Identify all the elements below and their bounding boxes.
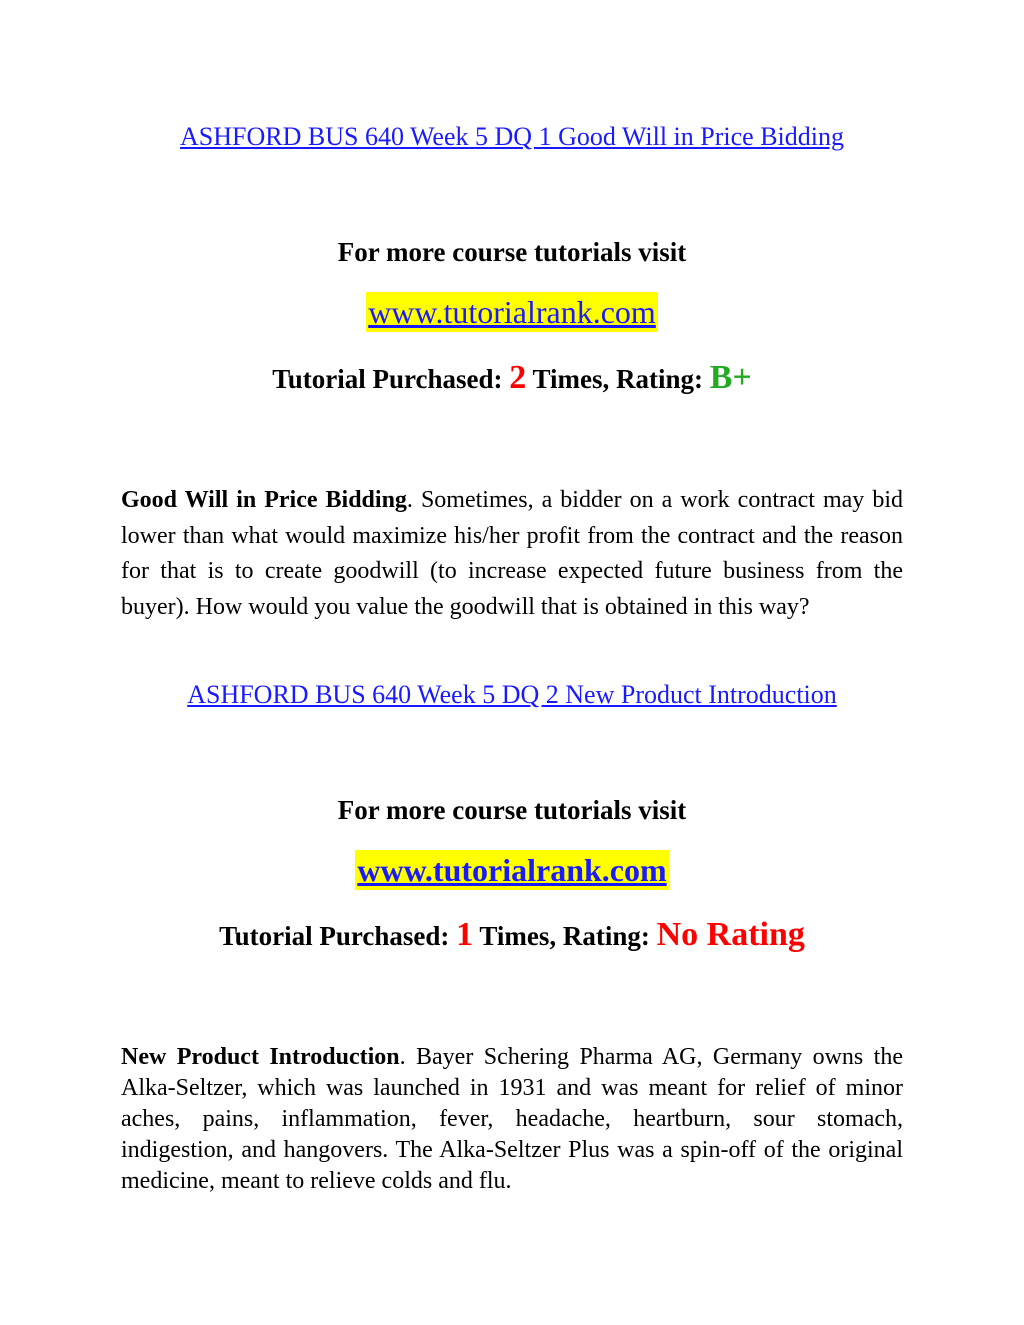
section1-body: . Sometimes, a bidder on a work contract may bid lower than what would maximize his/her profit from the contract and the reason for that is to create goodwill (to increase expected future business from the buyer). How would you value the goodwill that is obtained in this way?	[121, 487, 903, 620]
section2-paragraph	[121, 1042, 903, 1197]
section2-rating: No Rating	[656, 916, 805, 953]
section2-body: . Bayer Schering Pharma AG, Germany owns the Alka-Seltzer, which was launched in 1931 and was meant for relief of minor aches, pains, inflammation, fever, headache, heartburn, sour stomach, indigestion, and hangovers. The Alka-Seltzer Plus was a spin-off of the original medicine, meant to relieve colds and flu.	[121, 1044, 903, 1194]
section2-times-rating-label: Times, Rating:	[479, 921, 650, 951]
section1-times-rating-label: Times, Rating:	[532, 364, 703, 394]
section2-stats	[0, 917, 1024, 954]
section1-title-link[interactable]: ASHFORD BUS 640 Week 5 DQ 1 Good Will in Price Bidding	[180, 122, 844, 151]
section2-purchased-count: 1	[456, 916, 474, 953]
section1-url-link[interactable]: www.tutorialrank.com	[368, 294, 656, 330]
section1-stats	[0, 360, 1024, 397]
section1-term: Good Will in Price Bidding	[121, 487, 407, 513]
section2-term: New Product Introduction	[121, 1044, 400, 1070]
section1-title-row	[0, 122, 1024, 152]
section1-purchased-label: Tutorial Purchased:	[272, 364, 503, 394]
section1-visit-text: For more course tutorials visit	[337, 237, 687, 267]
section2-url-row	[0, 850, 1024, 890]
section2-title-link[interactable]: ASHFORD BUS 640 Week 5 DQ 2 New Product Introduction	[187, 680, 837, 709]
section1-rating: B+	[709, 359, 752, 396]
section2-title-row	[0, 680, 1024, 710]
section2-purchased-label: Tutorial Purchased:	[219, 921, 450, 951]
section1-purchased-count: 2	[509, 359, 527, 396]
section2-url-link[interactable]: www.tutorialrank.com	[357, 852, 667, 888]
section2-visit-text: For more course tutorials visit	[337, 795, 687, 825]
section1-paragraph	[121, 483, 903, 625]
section1-url-row	[0, 292, 1024, 332]
